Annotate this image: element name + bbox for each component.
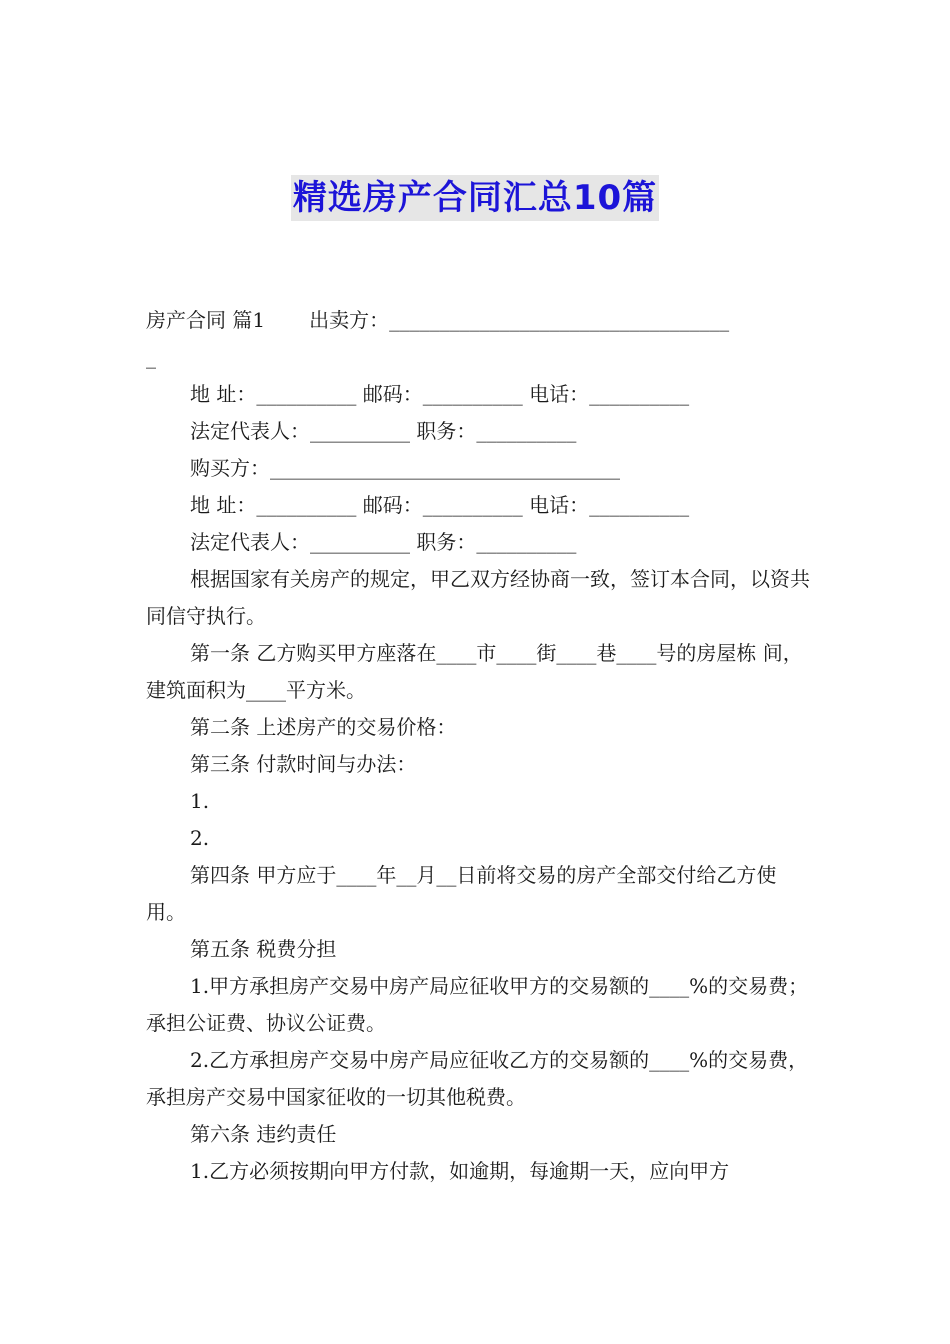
spacer: [265, 302, 309, 339]
paragraph-article-6: 第六条 违约责任: [190, 1122, 337, 1146]
document-title: 精选房产合同汇总10篇: [291, 175, 659, 221]
seller-address-line: 地 址：__________ 邮码：__________ 电话：__________: [190, 382, 690, 406]
paragraph-tax-1: 1.甲方承担房产交易中房产局应征收甲方的交易额的____%的交易费；承担公证费、协议公证费。: [146, 974, 809, 1035]
paragraph-article-2: 第二条 上述房产的交易价格：: [190, 715, 457, 739]
paragraph-tax-2: 2.乙方承担房产交易中房产局应征收乙方的交易额的____%的交易费，承担房产交易中国家征收的一切其他税费。: [146, 1048, 809, 1109]
seller-field-overflow: _: [146, 345, 156, 369]
paragraph-article-4: 第四条 甲方应于____年__月__日前将交易的房产全部交付给乙方使用。: [146, 863, 777, 924]
section-label: 房产合同 篇1: [146, 308, 266, 332]
header-line: [146, 302, 810, 339]
buyer-line: 购买方：___________________________________: [190, 456, 620, 480]
buyer-rep-line: 法定代表人：__________ 职务：__________: [190, 530, 577, 554]
seller-rep-line: 法定代表人：__________ 职务：__________: [190, 419, 577, 443]
title-container: [0, 175, 950, 221]
seller-field: 出卖方：__________________________________: [309, 308, 730, 332]
paragraph-intro: 根据国家有关房产的规定，甲乙双方经协商一致，签订本合同，以资共同信守执行。: [146, 567, 810, 628]
paragraph-breach-1: 1.乙方必须按期向甲方付款，如逾期，每逾期一天，应向甲方: [190, 1159, 730, 1183]
contract-body: [146, 302, 810, 1190]
paragraph-article-3: 第三条 付款时间与办法：: [190, 752, 417, 776]
list-item-2: 2.: [190, 826, 210, 850]
paragraph-article-5: 第五条 税费分担: [190, 937, 337, 961]
buyer-address-line: 地 址：__________ 邮码：__________ 电话：__________: [190, 493, 690, 517]
list-item-1: 1.: [190, 789, 210, 813]
paragraph-article-1: 第一条 乙方购买甲方座落在____市____街____巷____号的房屋栋 间，建筑面积为____平方米。: [146, 641, 803, 702]
